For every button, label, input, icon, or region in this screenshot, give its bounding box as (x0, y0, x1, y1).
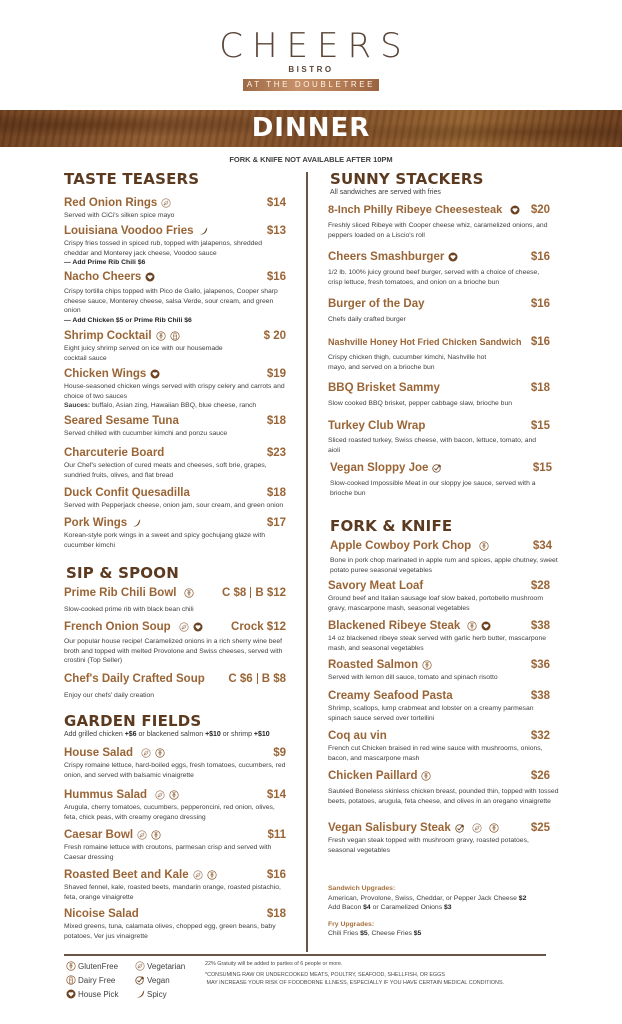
item-description: Korean-style pork wings in a sweet and spicy gochujang glaze with cucumber kimchi (64, 532, 265, 549)
item-price: $34 (532, 540, 552, 552)
section-subtitle (64, 731, 286, 738)
item-description: Fresh romaine lettuce with croutons, parmesan crisp and served with Caesar dressing (64, 844, 272, 861)
legend-dairy-free (66, 975, 127, 985)
item-price: $23 (266, 447, 286, 459)
item-description: House-seasoned chicken wings served with crispy celery and carrots and choice of two sauces (64, 383, 285, 400)
column-divider (306, 172, 308, 952)
menu-item (64, 447, 286, 480)
gluten-free-icon (421, 771, 431, 781)
item-price: $15 (532, 462, 552, 474)
fine-print (205, 960, 555, 987)
menu-item (64, 415, 286, 439)
section-subtitle: All sandwiches are served with fries (330, 189, 441, 196)
menu-title: DINNER (251, 113, 371, 143)
menu-item (328, 770, 559, 806)
item-name: Coq au vin (328, 730, 387, 742)
vegan-icon (432, 463, 442, 473)
item-price: $38 (530, 690, 550, 702)
vegetarian-icon (193, 870, 203, 880)
addon-text: or blackened salmon (136, 731, 206, 738)
vegetarian-icon (137, 830, 147, 840)
menu-item (64, 673, 286, 701)
item-name: Duck Confit Quesadilla (64, 487, 190, 499)
legend-label: Vegan (147, 975, 170, 985)
item-description: Enjoy our chefs' daily creation (64, 692, 155, 699)
bowl-price: B $8 (261, 673, 286, 685)
item-name: Pork Wings (64, 517, 128, 529)
gluten-free-icon (422, 660, 432, 670)
fry-upgrades-title: Fry Upgrades: (328, 920, 375, 928)
item-description: Fresh vegan steak topped with mushroom gravy, roasted potatoes, seasonal vegetables (328, 837, 529, 854)
menu-item (64, 330, 286, 363)
item-price: $15 (530, 420, 550, 432)
item-description: Sautéed Boneless skinless chicken breast, pounded thin, topped with tossed beets, potatoes, arugula, feta cheese, and olives in an oregano vinaigrette (328, 788, 559, 805)
item-description: Our popular house recipe! Caramelized onions in a rich sherry wine beef broth and topped with melted Provolone and Swiss cheeses, served with crostini (Top Seller) (64, 638, 283, 665)
spicy-icon (135, 989, 145, 999)
item-name: Cheers Smashburger (328, 251, 445, 263)
dairy-free-icon (170, 331, 180, 341)
item-price: $38 (530, 620, 550, 632)
menu-item (64, 197, 286, 221)
menu-item (330, 462, 552, 498)
vegetarian-icon (472, 823, 482, 833)
upgrade-price: $5 (360, 930, 368, 938)
item-price: $14 (266, 197, 286, 209)
fry-upgrade-options (328, 929, 568, 939)
cup-price: C $8 (222, 587, 247, 599)
upgrade-text: , Cheese Fries (367, 930, 414, 938)
vegetarian-icon (161, 198, 171, 208)
sandwich-upgrades-title: Sandwich Upgrades: (328, 885, 396, 892)
item-name: Savory Meat Loaf (328, 580, 424, 592)
item-name: Creamy Seafood Pasta (328, 690, 453, 702)
section-sunny-stackers (330, 170, 552, 196)
spicy-icon (198, 226, 208, 236)
cup-price: C $6 (228, 673, 253, 685)
logo-sub: BISTRO (288, 65, 334, 74)
gluten-free-icon (156, 331, 166, 341)
house-pick-icon (145, 272, 155, 282)
gluten-free-icon (207, 870, 217, 880)
item-name: Nashville Honey Hot Fried Chicken Sandwich (328, 337, 522, 347)
menu-item (328, 620, 550, 653)
logo-band: AT THE DOUBLETREE (243, 79, 379, 91)
upgrade-text: American, Provolone, Swiss, Cheddar, or Pepper Jack Cheese (328, 894, 519, 902)
house-pick-icon (481, 621, 491, 631)
item-price: $17 (266, 517, 286, 529)
vegetarian-icon (179, 622, 189, 632)
item-price: $18 (266, 487, 286, 499)
house-pick-icon (66, 989, 76, 999)
addon-text: or shrimp (220, 731, 254, 738)
item-description: French cut Chicken braised in red wine sauce with mushrooms, onions, bacon, and mascarpone mash (328, 745, 543, 762)
section-taste-teasers (64, 170, 286, 188)
gluten-free-icon (169, 790, 179, 800)
logo-name: CHEERS (219, 26, 411, 66)
gratuity-note: 22% Gratuity will be added to parties of 6 people or more. (205, 961, 343, 967)
upgrade-text: or Caramelized Onions (370, 904, 445, 912)
menu-item (64, 271, 286, 325)
menu-item (64, 829, 286, 862)
house-pick-icon (510, 205, 520, 215)
item-description: Eight juicy shrimp served on ice with our housemade cocktail sauce (64, 345, 223, 362)
item-name: Caesar Bowl (64, 829, 134, 841)
item-price: $16 (266, 869, 286, 881)
item-price: $ 20 (263, 330, 286, 342)
addon-text: Add grilled chicken (64, 731, 125, 738)
item-description: 14 oz blackened ribeye steak served with garlic herb butter, mascarpone mash, and seasonal vegetables (328, 635, 546, 652)
item-description: Our Chef's selection of cured meats and cheeses, soft brie, grapes, sundried fruits, olives, and flat bread (64, 462, 267, 479)
item-description: Slow cooked BBQ brisket, pepper cabbage slaw, brioche bun (328, 400, 513, 407)
item-addon: — Add Prime Rib Chili $6 (64, 259, 146, 267)
item-description: Sliced roasted turkey, Swiss cheese, with bacon, lettuce, tomato, and aioli (328, 437, 537, 454)
vegan-icon (455, 823, 465, 833)
section-fork-knife (330, 517, 452, 535)
sandwich-upgrade-cheese (328, 894, 568, 904)
item-name: House Salad (64, 747, 134, 759)
item-price: $28 (530, 580, 550, 592)
item-name: Charcuterie Board (64, 447, 165, 459)
gluten-free-icon (467, 621, 477, 631)
item-price: $20 (530, 204, 550, 216)
availability-note: FORK & KNIFE NOT AVAILABLE AFTER 10PM (229, 155, 393, 164)
spicy-icon (131, 518, 141, 528)
upgrades (328, 884, 568, 939)
item-description: Arugula, cherry tomatoes, cucumbers, pepperoncini, red onion, olives, feta, chick peas, with creamy oregano dressing (64, 804, 275, 821)
item-price: $36 (530, 659, 550, 671)
section-title: TASTE TEASERS (64, 170, 200, 188)
item-name: French Onion Soup (64, 621, 171, 633)
item-name: Nacho Cheers (64, 271, 142, 283)
menu-item (328, 298, 550, 325)
gluten-free-icon (184, 588, 194, 598)
item-name: Turkey Club Wrap (328, 420, 426, 432)
item-name: Chicken Wings (64, 368, 147, 380)
menu-item (64, 621, 286, 666)
legend-house-pick (66, 989, 127, 999)
menu-item (328, 382, 550, 409)
item-name: Prime Rib Chili Bowl (64, 587, 177, 599)
upgrade-price: $5 (413, 930, 422, 938)
house-pick-icon (193, 622, 203, 632)
consumer-warning-line1: *CONSUMING RAW OR UNDERCOOKED MEATS, POULTRY, SEAFOOD, SHELLFISH, OR EGGS (205, 972, 445, 978)
legend-vegetarian (135, 961, 196, 971)
item-price (228, 673, 286, 685)
legend-vegan (135, 975, 196, 985)
item-name: Apple Cowboy Pork Chop (330, 540, 472, 552)
item-price: $18 (530, 382, 550, 394)
addon-price: +$10 (205, 731, 221, 738)
upgrade-text: Chili Fries (328, 930, 361, 938)
menu-banner (0, 110, 622, 147)
gluten-free-icon (151, 830, 161, 840)
legend-label: GlutenFree (78, 961, 119, 971)
gluten-free-icon (155, 748, 165, 758)
item-description: Served with Pepperjack cheese, onion jam, sour cream, and green onion (64, 502, 284, 509)
item-price: $25 (530, 822, 550, 834)
menu-item (328, 204, 550, 240)
item-name: Blackened Ribeye Steak (328, 620, 461, 632)
dietary-legend (66, 959, 196, 1001)
menu-item (328, 251, 550, 287)
item-name: Red Onion Rings (64, 197, 158, 209)
item-name: Hummus Salad (64, 789, 148, 801)
section-title: SIP & SPOON (66, 564, 179, 582)
item-name: Vegan Sloppy Joe (330, 462, 429, 474)
menu-item (328, 336, 550, 372)
menu-item (64, 908, 286, 941)
item-name: Chef's Daily Crafted Soup (64, 673, 205, 685)
item-name: Vegan Salisbury Steak (328, 822, 451, 834)
menu-item (328, 420, 550, 455)
house-pick-icon (150, 369, 160, 379)
sandwich-upgrade-extras (328, 903, 568, 913)
item-price: $18 (266, 415, 286, 427)
legend-label: Dairy Free (78, 975, 116, 985)
item-description: Served chilled with cucumber kimchi and ponzu sauce (64, 430, 228, 437)
item-price: $14 (266, 789, 286, 801)
item-price: $26 (530, 770, 550, 782)
item-description: Shrimp, scallops, lump crabmeat and lobster on a creamy parmesan spinach sauce served over tortellini (328, 705, 534, 722)
footer-divider (64, 954, 546, 956)
item-description: Crispy fries tossed in spiced rub, topped with jalapenos, shredded cheddar and Monterey jack cheese, Voodoo sauce (64, 240, 262, 257)
price-separator (257, 673, 258, 684)
item-description: Slow-cooked prime rib with black bean chili (64, 606, 194, 613)
item-price: $13 (266, 225, 286, 237)
upgrade-price: $2 (518, 894, 527, 902)
dairy-free-icon (66, 975, 76, 985)
item-description: Served with CiCi's silken spice mayo (64, 212, 175, 219)
item-price: $9 (273, 747, 286, 759)
gluten-free-icon (479, 541, 489, 551)
legend-gluten-free (66, 961, 127, 971)
price-separator (250, 587, 251, 598)
vegetarian-icon (141, 748, 151, 758)
upgrade-price: $4 (363, 904, 371, 912)
item-addon: — Add Chicken $5 or Prime Rib Chili $6 (64, 316, 192, 324)
item-name: Louisiana Voodoo Fries (64, 225, 194, 237)
legend-label: Spicy (147, 989, 167, 999)
menu-item (328, 730, 550, 763)
menu-item (328, 580, 550, 613)
section-title: GARDEN FIELDS (64, 712, 202, 730)
item-description: Bone in pork chop marinated in apple rum and spices, apple chutney, sweet potato puree seasonal vegetables (330, 557, 558, 574)
item-price: $18 (266, 908, 286, 920)
gluten-free-icon (489, 823, 499, 833)
item-price: $16 (530, 298, 550, 310)
item-name: Roasted Salmon (328, 659, 419, 671)
menu-item (64, 368, 286, 411)
item-price: $16 (530, 336, 550, 348)
item-price: $16 (266, 271, 286, 283)
item-description: Crispy romaine lettuce, hard-boiled eggs, fresh tomatoes, cucumbers, red onion, and served with balsamic vinaigrette (64, 762, 286, 779)
addon-price: +$6 (124, 731, 137, 738)
gluten-free-icon (66, 961, 76, 971)
item-description: 1/2 lb. 100% juicy ground beef burger, served with a choice of cheese, crisp lettuce, fresh tomatoes, and onion on a brioche bun (328, 269, 540, 286)
section-title: FORK & KNIFE (330, 517, 453, 535)
item-name: Nicoise Salad (64, 908, 139, 920)
menu-item (328, 659, 550, 683)
item-price (222, 587, 286, 599)
bowl-price: B $12 (255, 587, 286, 599)
item-description: Freshly sliced Ribeye with Cooper cheese whiz, caramelized onions, and peppers loaded on a Liscio's roll (328, 222, 548, 239)
item-name: Burger of the Day (328, 298, 425, 310)
section-garden-fields (64, 712, 286, 738)
item-description: Crispy chicken thigh, cucumber kimchi, Nashville hot mayo, and served on a brioche bun (328, 354, 487, 371)
menu-item (64, 587, 286, 615)
upgrade-text: Add Bacon (328, 904, 364, 912)
legend-label: Vegetarian (147, 961, 186, 971)
logo (0, 28, 622, 92)
item-description: Chefs daily crafted burger (328, 316, 406, 323)
item-description: Ground beef and Italian sausage loaf slow baked, portobello mushroom gravy, mascarpone mash, seasonal vegetables (328, 595, 543, 612)
menu-item (328, 822, 550, 855)
item-name: 8-Inch Philly Ribeye Cheesesteak (328, 204, 503, 216)
item-description: Shaved fennel, kale, roasted beets, mandarin orange, roasted pistachio, feta, orange vinaigrette (64, 884, 281, 901)
item-name: Shrimp Cocktail (64, 330, 152, 342)
item-price: $11 (267, 829, 286, 841)
menu-item (64, 517, 286, 550)
item-name: Seared Sesame Tuna (64, 415, 179, 427)
item-description: Mixed greens, tuna, calamata olives, chopped egg, green beans, baby potatoes, Ver jus vinaigrette (64, 923, 276, 940)
item-description: Crispy tortilla chips topped with Pico de Gallo, jalapenos, Cooper sharp cheese sauce, Monterey cheese, salsa Verde, sour cream, and green onion (64, 288, 278, 315)
item-price: $19 (266, 368, 286, 380)
legend-label: House Pick (78, 989, 119, 999)
item-description: Served with lemon dill sauce, tomato and spinach risotto (328, 674, 498, 681)
item-price: $32 (530, 730, 550, 742)
house-pick-icon (448, 252, 458, 262)
item-name: BBQ Brisket Sammy (328, 382, 440, 394)
section-title: SUNNY STACKERS (330, 170, 484, 188)
item-name: Roasted Beet and Kale (64, 869, 189, 881)
vegetarian-icon (135, 961, 145, 971)
menu-item (64, 487, 286, 511)
addon-price: +$10 (253, 731, 270, 738)
consumer-warning-line2: MAY INCREASE YOUR RISK OF FOODBORNE ILLNESS, ESPECIALLY IF YOU HAVE CERTAIN MEDICAL CONDITIONS. (205, 980, 505, 986)
upgrade-price: $3 (444, 904, 452, 912)
section-sip-spoon (66, 564, 179, 582)
menu-item (64, 747, 286, 780)
menu-item (328, 690, 550, 723)
item-price: $16 (530, 251, 550, 263)
menu-item (64, 869, 286, 902)
vegan-icon (135, 975, 145, 985)
menu-item (64, 789, 286, 822)
sauces-label: Sauces: (64, 402, 91, 410)
menu-item (330, 540, 558, 575)
menu-item (64, 225, 286, 268)
item-sauces (64, 401, 286, 411)
item-description: Slow-cooked Impossible Meat in our sloppy joe sauce, served with a brioche bun (330, 480, 536, 497)
vegetarian-icon (155, 790, 165, 800)
sauces-list: buffalo, Asian zing, Hawaiian BBQ, blue cheese, ranch (90, 402, 257, 410)
item-price: Crock $12 (231, 621, 286, 633)
legend-spicy (135, 989, 196, 999)
item-name: Chicken Paillard (328, 770, 418, 782)
